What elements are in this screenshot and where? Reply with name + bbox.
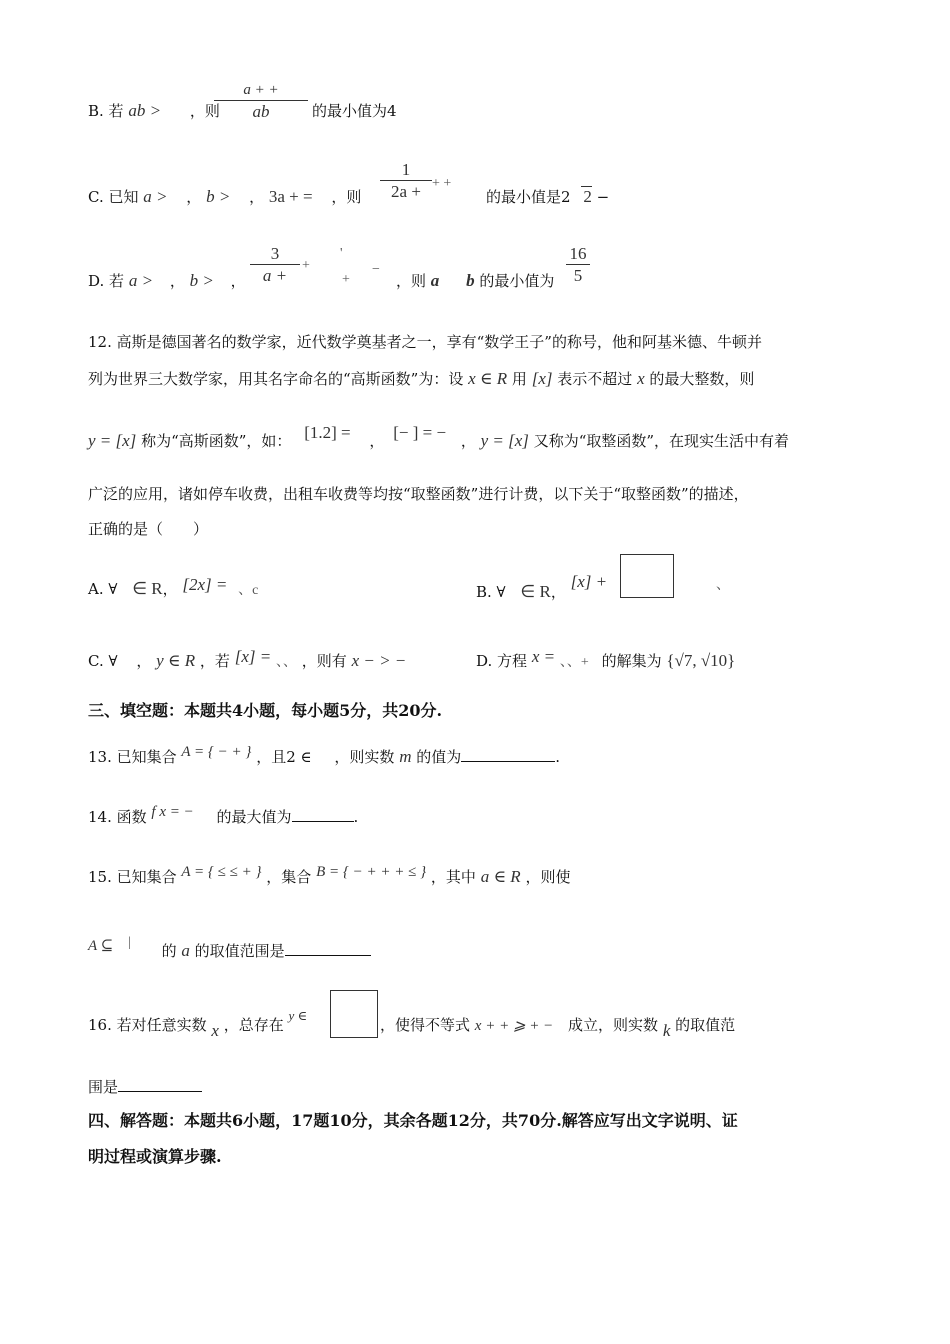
option-d-b-cond: b > xyxy=(189,271,214,290)
q13-end: 的值为 xyxy=(416,748,462,766)
option-c-label: C. 已知 xyxy=(88,188,139,206)
q15-line2-text: 的取值范围是 xyxy=(194,942,285,960)
q15-a-in-r: a ∈ R xyxy=(480,867,521,886)
q12-option-b-set: ∈ R xyxy=(520,582,551,601)
q12-option-c-cond: [x] = xyxy=(234,647,272,666)
q15-tail: ，其中 xyxy=(430,868,476,886)
option-c-tail xyxy=(486,186,609,208)
q15-line2-of: 的 xyxy=(161,942,177,960)
option-d-var-b: b xyxy=(466,271,475,290)
q12-option-c-result: x − > − xyxy=(351,651,407,670)
q12-line2 xyxy=(88,368,754,390)
option-c-numerator: 1 xyxy=(401,160,411,179)
option-b-condition: ab > xyxy=(128,101,162,120)
q16-label: 16. 若对任意实数 xyxy=(88,1016,207,1034)
q12-option-d-set: {√7, √10} xyxy=(666,651,736,670)
q15-set-b: B = { − + + + ≤ } xyxy=(316,864,427,880)
option-b xyxy=(88,100,220,122)
q12-option-a-label: A. ∀ xyxy=(88,580,118,598)
q15-mid: ，集合 xyxy=(266,868,312,886)
option-d-a-cond: a > xyxy=(128,271,154,290)
q13-set: A = { − + } xyxy=(181,744,252,760)
q16-answer-blank[interactable] xyxy=(118,1091,202,1092)
q12-option-a: A. ∀ ∈ R， [2x] = 、c xyxy=(88,575,259,598)
option-d-result-den: 5 xyxy=(573,266,583,285)
q13-condition: ，且2 ∈ xyxy=(256,748,312,766)
q12-option-d-expr: x = xyxy=(531,647,556,666)
option-d-tail-text: 的最小值为 xyxy=(479,272,555,290)
q16-y-in: y ∈ xyxy=(288,1008,308,1023)
q12-option-d-text: 的解集为 xyxy=(601,652,662,670)
q15-line2: A ⊆ | 的 a 的取值范围是 xyxy=(88,940,371,964)
q12-floor-x: [x] xyxy=(531,369,553,388)
q12-line3-text: 称为“高斯函数”，如： xyxy=(141,432,292,450)
q12-option-c-if: ，若 xyxy=(199,652,230,670)
option-c: C. 已知 a > ， b > ， 3a + = ，则 xyxy=(88,187,362,206)
option-d-var-a: a xyxy=(430,271,440,290)
q12-line2-text: 列为世界三大数学家，用其名字命名的“高斯函数”为：设 xyxy=(88,370,464,388)
q12-example-1: [1.2] = xyxy=(304,423,351,442)
q15-then: ，则使 xyxy=(525,868,571,886)
q15-set-a: A = { ≤ ≤ + } xyxy=(181,864,262,880)
option-c-minus: − xyxy=(596,188,610,206)
q12-option-a-set: ∈ R xyxy=(132,579,163,598)
q12-line3-end: 又称为“取整函数”，在现实生活中有着 xyxy=(533,432,790,450)
option-d-numerator: 3 xyxy=(270,244,280,263)
q12-option-c-then: ，则有 xyxy=(301,652,347,670)
option-b-label: B. 若 xyxy=(88,102,124,120)
q13-var: m xyxy=(399,747,412,766)
option-c-b-cond: b > xyxy=(206,187,231,206)
q12-use: 用 xyxy=(511,370,527,388)
q12-line2-mid: 表示不超过 xyxy=(557,370,633,388)
option-d-result xyxy=(566,244,590,287)
section-4-line2: 明过程或演算步骤. xyxy=(88,1147,222,1166)
q14-answer-blank[interactable] xyxy=(292,821,354,822)
q16 xyxy=(88,1008,308,1040)
q13 xyxy=(88,746,560,769)
q13-answer-blank[interactable] xyxy=(461,761,555,762)
q12-line1: 12. 高斯是德国著名的数学家，近代数学奠基者之一，享有“数学王子”的称号，他和阿基米德、牛顿并 xyxy=(88,333,762,351)
section-3-title: 三、填空题：本题共4小题，每小题5分，共20分. xyxy=(88,701,443,720)
q12-x: x xyxy=(637,369,645,388)
q16-mid: ，总存在 xyxy=(223,1016,284,1034)
q12-line4: 广泛的应用，诸如停车收费，出租车收费等均按“取整函数”进行计费，以下关于“取整函数”的描述， xyxy=(88,485,749,503)
q16-tail: 成立，则实数 xyxy=(568,1016,659,1034)
q12-y-floor-2: y = [x] xyxy=(480,431,529,450)
option-c-then: ，则 xyxy=(331,188,362,206)
q15-subset: A ⊆ xyxy=(88,938,114,954)
q16-var-x: x xyxy=(211,1021,219,1040)
q12-line5: 正确的是（ ） xyxy=(88,520,209,538)
q12-x-in-r: x ∈ R xyxy=(468,369,508,388)
q14-expr: f x = − xyxy=(151,804,194,820)
q13-dot: . xyxy=(555,748,561,766)
option-c-extra: + + xyxy=(432,176,452,191)
q14-dot: . xyxy=(353,808,359,826)
q13-label: 13. 已知集合 xyxy=(88,748,177,766)
option-c-a-cond: a > xyxy=(143,187,168,206)
q12-option-b-bracket xyxy=(620,554,674,598)
q12-option-b: B. ∀ ∈ R， [x] + xyxy=(476,572,608,601)
option-b-fraction xyxy=(214,80,308,123)
q12-y-floor: y = [x] xyxy=(88,431,137,450)
option-d-result-num: 16 xyxy=(569,244,587,263)
q12-line3: y = [x] 称为“高斯函数”，如： [1.2] = ， [− ] = − ， y = [x] 又称为“取整函数”，在现实生活中有着 xyxy=(88,423,790,450)
q12-option-d-label: D. 方程 xyxy=(476,652,528,670)
q13-tail: ，则实数 xyxy=(334,748,395,766)
q12-option-c-set: y ∈ R xyxy=(156,651,196,670)
q12-line2-end: 的最大整数，则 xyxy=(649,370,755,388)
q16-inequality: x + + ⩾ + − xyxy=(474,1018,554,1034)
q16-interval-bracket xyxy=(330,990,378,1038)
option-c-tail-text: 的最小值是2 xyxy=(486,188,571,206)
option-c-root: 2 xyxy=(583,187,592,206)
q15 xyxy=(88,866,570,889)
section-4-line1: 四、解答题：本题共6小题，17题10分，其余各题12分，共70分.解答应写出文字说明、证 xyxy=(88,1111,738,1130)
q16-line2-text: 围是 xyxy=(88,1078,119,1096)
q12-option-d: D. 方程 x = 、、+ 的解集为 {√7, √10} xyxy=(476,647,736,670)
q14-label: 14. 函数 xyxy=(88,808,147,826)
option-d: D. 若 a > ， b > ， xyxy=(88,271,246,290)
option-c-equation: 3a + = xyxy=(268,187,313,206)
q16-rest xyxy=(380,1014,736,1040)
q14-tail: 的最大值为 xyxy=(216,808,292,826)
option-c-fraction xyxy=(380,160,432,203)
q14 xyxy=(88,806,358,829)
option-d-fraction xyxy=(250,244,300,287)
q12-example-2: [− ] = − xyxy=(393,423,447,442)
q12-option-b-expr: [x] + xyxy=(570,572,608,591)
option-b-numerator: a + + xyxy=(243,82,279,98)
option-c-denominator: 2a + xyxy=(391,182,421,201)
q16-end: 的取值范 xyxy=(675,1016,736,1034)
option-b-then: ，则 xyxy=(189,102,220,120)
q12-option-c: C. ∀ ， y ∈ R ，若 [x] = 、、 ，则有 x − > − xyxy=(88,647,407,670)
option-d-mid: + xyxy=(342,272,350,287)
option-d-then: ，则 xyxy=(396,272,427,290)
option-b-denominator: ab xyxy=(252,102,270,121)
q15-answer-blank[interactable] xyxy=(285,955,371,956)
q12-option-b-label: B. ∀ xyxy=(476,583,506,601)
option-d-denominator: a + xyxy=(262,266,288,285)
q16-var-k: k xyxy=(662,1021,671,1040)
option-d-label: D. 若 xyxy=(88,272,125,290)
q12-option-a-expr: [2x] = xyxy=(182,575,228,594)
q16-line2 xyxy=(88,1076,202,1098)
q12-option-c-label: C. ∀ xyxy=(88,652,118,670)
q16-then: ，使得不等式 xyxy=(380,1016,471,1034)
q15-label: 15. 已知集合 xyxy=(88,868,177,886)
option-b-tail: 的最小值为4 xyxy=(312,102,397,120)
q15-line2-var: a xyxy=(181,941,190,960)
option-d-tail xyxy=(396,270,554,292)
